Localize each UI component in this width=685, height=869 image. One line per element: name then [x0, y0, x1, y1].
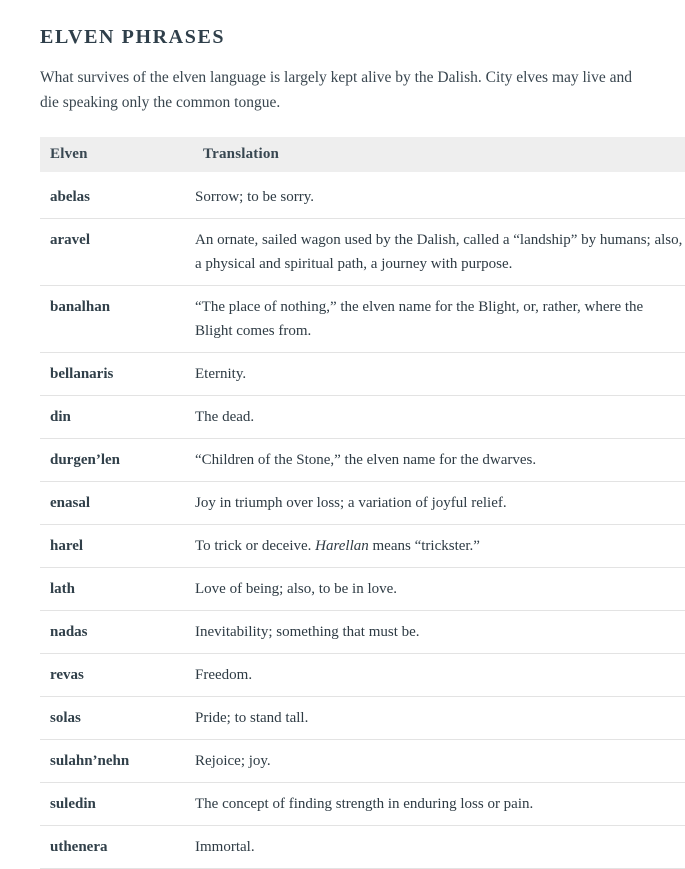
- glossary-term: uthenera: [40, 826, 185, 869]
- glossary-definition: Inevitability; something that must be.: [185, 611, 685, 654]
- glossary-term: lath: [40, 568, 185, 611]
- table-row: [40, 396, 685, 439]
- glossary-definition: Immortal.: [185, 826, 685, 869]
- table-header: [40, 137, 685, 172]
- glossary-definition: Pride; to stand tall.: [185, 697, 685, 740]
- table-row: [40, 286, 685, 353]
- glossary-definition: Love of being; also, to be in love.: [185, 568, 685, 611]
- column-header-elven: Elven: [40, 137, 185, 172]
- glossary-term: bellanaris: [40, 353, 185, 396]
- table-row: [40, 525, 685, 568]
- glossary-definition: Freedom.: [185, 654, 685, 697]
- glossary-term: suledin: [40, 783, 185, 826]
- glossary-definition: An ornate, sailed wagon used by the Dalish, called a “landship” by humans; also, a physical and spiritual path, a journey with purpose.: [185, 219, 685, 286]
- glossary-definition: Joy in triumph over loss; a variation of joyful relief.: [185, 482, 685, 525]
- glossary-term: abelas: [40, 172, 185, 219]
- glossary-definition: To trick or deceive. Harellan means “trickster.”: [185, 525, 685, 568]
- glossary-term: din: [40, 396, 185, 439]
- glossary-term: harel: [40, 525, 185, 568]
- glossary-definition: The dead.: [185, 396, 685, 439]
- table-header-row: [40, 137, 685, 172]
- italic-term: Harellan: [315, 538, 369, 555]
- table-row: [40, 826, 685, 869]
- table-row: [40, 783, 685, 826]
- intro-paragraph: What survives of the elven language is largely kept alive by the Dalish. City elves may live and die speaking only the common tongue.: [40, 69, 632, 112]
- glossary-term: nadas: [40, 611, 185, 654]
- glossary-term: solas: [40, 697, 185, 740]
- table-row: [40, 654, 685, 697]
- glossary-term: durgen’len: [40, 439, 185, 482]
- glossary-table: [40, 137, 685, 869]
- table-row: [40, 697, 685, 740]
- glossary-definition: The concept of finding strength in enduring loss or pain.: [185, 783, 685, 826]
- table-row: [40, 219, 685, 286]
- glossary-term: enasal: [40, 482, 185, 525]
- table-row: [40, 172, 685, 219]
- table-row: [40, 439, 685, 482]
- glossary-term: sulahn’nehn: [40, 740, 185, 783]
- table-row: [40, 568, 685, 611]
- glossary-term: revas: [40, 654, 185, 697]
- glossary-definition: Sorrow; to be sorry.: [185, 172, 685, 219]
- glossary-term: banalhan: [40, 286, 185, 353]
- column-header-translation: Translation: [185, 137, 685, 172]
- glossary-definition: Eternity.: [185, 353, 685, 396]
- table-row: [40, 482, 685, 525]
- table-body: [40, 172, 685, 869]
- page-title: ELVEN PHRASES: [40, 26, 226, 48]
- glossary-definition: “The place of nothing,” the elven name for the Blight, or, rather, where the Blight comes from.: [185, 286, 685, 353]
- glossary-definition: “Children of the Stone,” the elven name for the dwarves.: [185, 439, 685, 482]
- table-row: [40, 611, 685, 654]
- table-row: [40, 740, 685, 783]
- glossary-term: aravel: [40, 219, 185, 286]
- table-row: [40, 353, 685, 396]
- glossary-definition: Rejoice; joy.: [185, 740, 685, 783]
